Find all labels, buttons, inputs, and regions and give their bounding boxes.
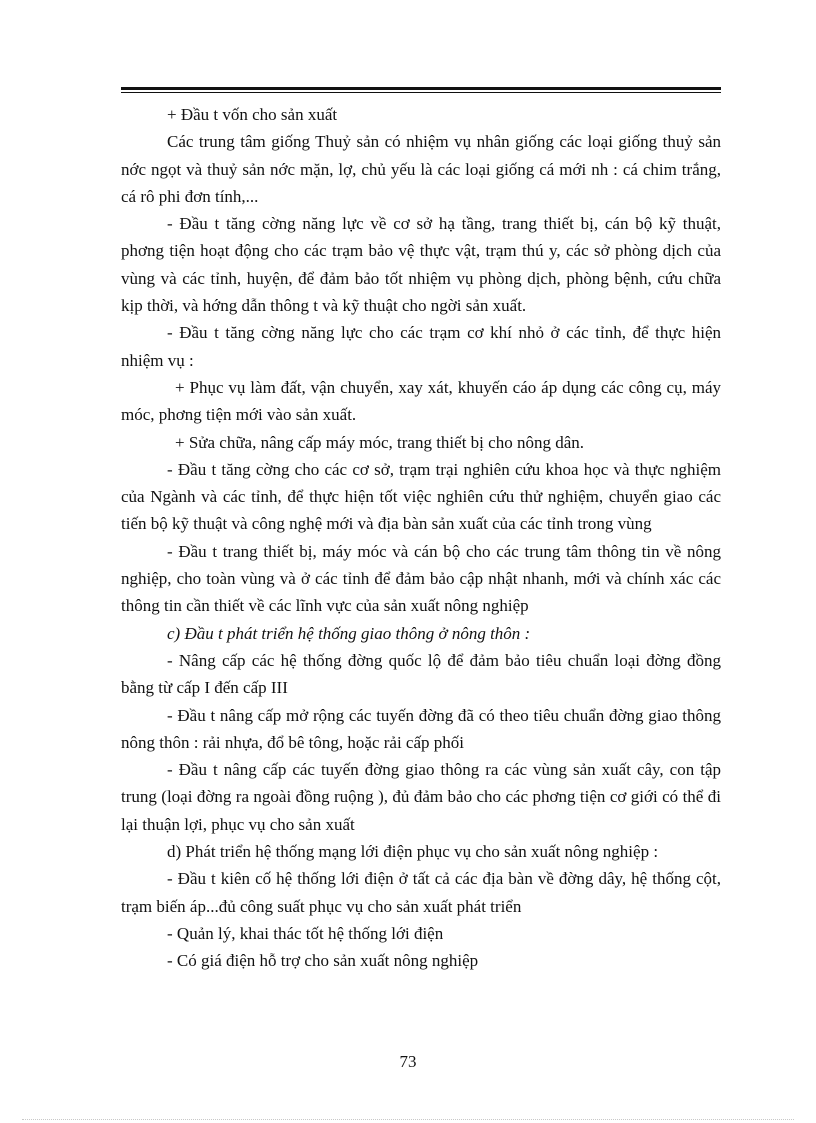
- page-body: [121, 101, 721, 975]
- heading-section-d: d) Phát triển hệ thống mạng lới điện phục vụ cho sản xuất nông nghiệp :: [167, 842, 659, 862]
- paragraph-information-centers: - Đầu t trang thiết bị, máy móc và cán bộ cho các trung tâm thông tin về nông nghiệp, cho toàn vùng và ở các tỉnh để đảm bảo cập nhật nhanh, mới và chính xác các thông tin cần thiết về các lĩnh vực của sản xuất nông nghiệp: [121, 541, 721, 616]
- paragraph-investment-capital: + Đầu t vốn cho sản xuất: [167, 105, 338, 124]
- header-rule: [121, 87, 721, 93]
- page-number: 73: [399, 1052, 417, 1071]
- paragraph-mechanical-stations: - Đầu t tăng cờng năng lực cho các trạm cơ khí nhỏ ở các tỉnh, để thực hiện nhiệm vụ :: [121, 323, 721, 370]
- paragraph-grid-management: - Quản lý, khai thác tốt hệ thống lới điện: [167, 923, 444, 943]
- paragraph-power-grid: - Đầu t kiên cố hệ thống lới điện ở tất cả các địa bàn về đờng dây, hệ thống cột, trạm biến áp...đủ công suất phục vụ cho sản xuất phát triển: [121, 869, 721, 916]
- paragraph-national-roads: - Nâng cấp các hệ thống đờng quốc lộ để đảm bảo tiêu chuẩn loại đờng đồng bằng từ cấp I đến cấp III: [121, 650, 721, 698]
- paragraph-research-stations: - Đầu t tăng cờng cho các cơ sở, trạm trại nghiên cứu khoa học và thực nghiệm của Ngành và các tỉnh, để thực hiện tốt việc nghiên cứu thử nghiệm, chuyển giao các tiến bộ kỹ thuật và công nghệ mới và địa bàn sản xuất của các tỉnh trong vùng: [121, 459, 721, 534]
- paragraph-aquaculture-centers: Các trung tâm giống Thuỷ sản có nhiệm vụ nhân giống các loại giống thuỷ sản nớc ngọt và thuỷ sản nớc mặn, lợ, chủ yếu là các loại giống cá mới nh : cá chim trắng, cá rô phi đơn tính,...: [121, 132, 721, 206]
- footer-rule: [22, 1119, 794, 1120]
- paragraph-services: + Phục vụ làm đất, vận chuyển, xay xát, khuyến cáo áp dụng các công cụ, máy móc, phơng tiện mới vào sản xuất.: [121, 377, 721, 425]
- paragraph-production-roads: - Đầu t nâng cấp các tuyến đờng giao thông ra các vùng sản xuất cây, con tập trung (loại đờng ra ngoài đồng ruộng ), đủ đảm bảo cho các phơng tiện cơ giới có thể đi lại thuận lợi, phục vụ cho sản xuất: [121, 760, 721, 834]
- heading-section-c: c) Đầu t phát triển hệ thống giao thông ở nông thôn :: [167, 623, 531, 643]
- paragraph-electricity-price: - Có giá điện hỗ trợ cho sản xuất nông nghiệp: [167, 951, 479, 971]
- paragraph-repair: + Sửa chữa, nâng cấp máy móc, trang thiết bị cho nông dân.: [175, 432, 584, 452]
- paragraph-veterinary-stations: - Đầu t tăng cờng năng lực về cơ sở hạ tầng, trang thiết bị, cán bộ kỹ thuật, phơng tiện hoạt động cho các trạm bảo vệ thực vật, trạm thú y, các sở phòng dịch của vùng và các tỉnh, huyện, để đảm bảo tốt nhiệm vụ phòng dịch, phòng bệnh, cứu chữa kịp thời, và hớng dẫn thông t và kỹ thuật cho ngời sản xuất.: [121, 214, 721, 316]
- paragraph-existing-roads: - Đầu t nâng cấp mở rộng các tuyến đờng đã có theo tiêu chuẩn đờng giao thông nông thôn : rải nhựa, đổ bê tông, hoặc rải cấp phối: [121, 705, 721, 752]
